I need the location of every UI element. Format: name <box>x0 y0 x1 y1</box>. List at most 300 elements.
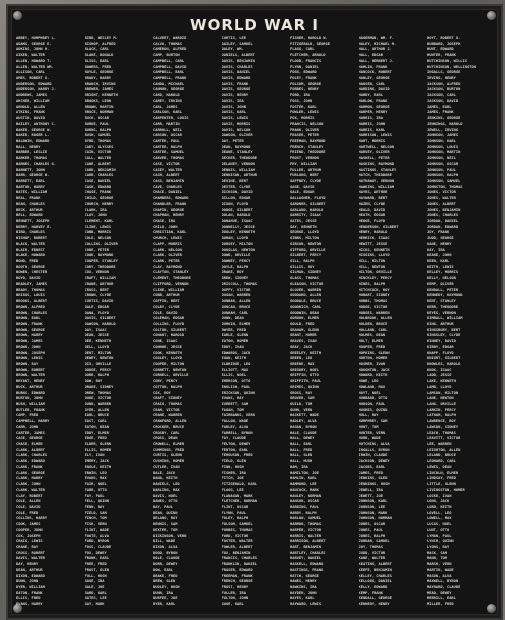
honoree-name: CARTER, JAMES <box>16 430 45 435</box>
honoree-name: JAMES, FRED <box>358 470 383 475</box>
honoree-name: FOSTER, KARL <box>290 104 317 109</box>
honoree-name: BECK, ARTHUR <box>16 207 43 212</box>
honoree-name: HEALD, DAVID <box>358 207 386 212</box>
honoree-name: HUNT, TOM <box>358 424 379 429</box>
honoree-name: GAY, MARK <box>84 602 105 607</box>
honoree-name: ADKINS, JOHN H. <box>16 47 50 52</box>
honoree-name: DAVIS, FRANK <box>221 81 249 86</box>
honoree-name: FALLON, WADE <box>221 419 249 424</box>
honoree-name: BROWN, FRANK <box>16 321 43 326</box>
honoree-name: DALE, EDGAR <box>84 304 109 309</box>
honoree-name: DURFEE, JOE <box>153 596 178 601</box>
honoree-name: ARCHER, WILLIAM <box>16 98 50 103</box>
honoree-name: HODGES, WARREN <box>358 310 390 315</box>
honoree-name: FOWLER, ALBERT <box>221 544 253 549</box>
honoree-name: CLAY, JOHN <box>84 213 107 218</box>
honoree-name: FRENCH, GEORGE <box>221 579 253 584</box>
honoree-name: CHASE, ELMER <box>16 442 43 447</box>
honoree-name: EDDY, ELMER <box>84 430 109 435</box>
honoree-name: KENNEDY, HENRY <box>358 602 390 607</box>
honoree-name: KELLOGG, DANIEL <box>358 579 392 584</box>
honoree-name: KEMP, FRANK <box>358 590 383 595</box>
honoree-name: BROWN, EARL <box>16 316 41 321</box>
honoree-name: FREEMAN, RAYMOND <box>290 138 326 143</box>
honoree-name: COLE, ALLEN <box>16 499 41 504</box>
honoree-name: BARTON, HARRY <box>16 184 45 189</box>
honoree-name: HARLOW, SAMUEL <box>290 516 322 521</box>
honoree-name: KINNEY, DAVID <box>427 339 456 344</box>
honoree-name: FRASER, PETER <box>290 133 319 138</box>
honoree-name: DANA, FLOYD <box>84 310 109 315</box>
honoree-name: FOLEY, RALPH <box>221 516 249 521</box>
honoree-name: DAVIS, LEWIS <box>221 116 249 121</box>
honoree-name: JONES, WALTER <box>427 196 456 201</box>
name-column <box>222 36 288 608</box>
honoree-name: KELLEY, CHARLES <box>358 573 392 578</box>
honoree-name: HAYES, ARTHUR <box>358 190 388 195</box>
honoree-name: CARTER, RALPH <box>153 144 182 149</box>
honoree-name: DENT, MILTON <box>84 350 112 355</box>
honoree-name: CHAMBERS, EDWARD <box>153 196 189 201</box>
honoree-name: DUNN, IRA <box>153 590 173 595</box>
honoree-name: HAZEN, CLYDE <box>358 201 386 206</box>
honoree-name: GATES, JESSE <box>290 219 317 223</box>
honoree-name: BAKER, GEORGE W. <box>16 127 52 132</box>
honoree-name: LADD, JESSE <box>427 373 452 378</box>
honoree-name: CANDA, MICHAEL <box>153 81 185 86</box>
honoree-name: CONE, PETER <box>84 247 109 252</box>
honoree-name: BARRETT, EARL <box>16 178 45 183</box>
honoree-name: DAWES, OTTO <box>153 499 178 504</box>
honoree-name: DAY, PAUL <box>153 504 173 509</box>
honoree-name: FOSS, CLAUDE <box>84 544 112 549</box>
honoree-name: CLARK, CHARLES <box>16 453 48 458</box>
honoree-name: DAVIS, DANIEL <box>221 70 251 75</box>
honoree-name: COX, ROY <box>153 390 171 395</box>
honoree-name: HATCH, GEORGE <box>290 573 319 578</box>
honoree-name: JOHNSON, SAMUEL <box>427 178 461 183</box>
honoree-name: CONNOR, JESSE <box>153 344 182 349</box>
honoree-name: GILMAN, SIDNEY <box>290 270 322 275</box>
honoree-name: LOWELL, MAX <box>427 516 452 521</box>
honoree-name: JOHNSON, LEE <box>358 504 386 509</box>
honoree-name: GRIFFITH, PAUL <box>290 379 322 384</box>
honoree-name: CORNELL, ORVILLE <box>153 373 189 378</box>
honoree-name: HALL, EDGAR <box>358 53 383 58</box>
honoree-name: FOLEY, FRANK <box>290 76 317 81</box>
honoree-name: DAY, ISAAC <box>84 327 107 332</box>
honoree-name: CLARK, PETER <box>153 259 180 264</box>
honoree-name: HOSMER, IVAN <box>358 361 386 366</box>
honoree-name: ALLISON, CARL <box>16 70 45 75</box>
honoree-name: BRUCE, NORMAN <box>84 110 114 115</box>
honoree-name: COLLINS, HARRY <box>16 516 48 521</box>
honoree-name: KENT, STANLEY <box>427 299 456 304</box>
honoree-name: CANNON, GEORGE <box>153 87 185 92</box>
honoree-name: FARLEY, ALVA <box>221 424 249 429</box>
honoree-name: LEONARD, CARL <box>427 459 456 464</box>
honoree-name: GILBERT, PERCY <box>290 253 322 258</box>
honoree-name: EMERSON, OTTO <box>221 379 251 384</box>
honoree-name: DAVIS, IRA <box>221 98 244 103</box>
honoree-name: BROWN, MARTIN <box>84 104 114 109</box>
honoree-name: CLIFFORD, VERNON <box>153 281 189 286</box>
honoree-name: COOPER, STANLEY <box>84 259 118 264</box>
honoree-name: MACK, SAM <box>427 550 447 555</box>
honoree-name: ELDER, GLENN <box>84 442 112 447</box>
honoree-name: LEWIS, DEAN <box>427 464 452 469</box>
honoree-name: HARMON, THOMAS <box>290 522 322 527</box>
honoree-name: EARLE, GLENN <box>221 333 249 338</box>
honoree-name: DAWSON, HAROLD <box>84 321 116 326</box>
honoree-name: HOLMES, DEAN <box>358 333 386 338</box>
honoree-name: INGALLS, GEORGE <box>427 70 461 75</box>
honoree-name: DEAN, RAYMOND <box>221 144 251 149</box>
honoree-name: FINCH, TOM <box>84 516 107 521</box>
honoree-name: JOHNSON, MARK <box>358 510 388 515</box>
honoree-name: EDDY, IVAN <box>221 344 244 349</box>
honoree-name: HALE, CLAUDE <box>290 430 317 435</box>
honoree-name: DEXTER, TOM <box>153 527 178 532</box>
honoree-name: DUDLEY, HUGH <box>153 585 180 589</box>
honoree-name: BROWN, RAY <box>16 361 39 366</box>
honoree-name: BUSH, WILLIAM <box>16 402 45 406</box>
honoree-name: DENNISON, ARTHUR <box>221 173 258 178</box>
honoree-name: CHANDLER, FRANK <box>153 201 187 206</box>
honoree-name: DAVIS, NELSON <box>221 127 251 132</box>
honoree-name: FAGAN, TOM <box>221 407 244 412</box>
honoree-name: DOYLE, RALPH <box>221 264 249 269</box>
honoree-name: EDGE, FRED <box>84 436 107 441</box>
honoree-name: HARVEY, OLIVER <box>358 150 390 155</box>
honoree-name: HARDING, DAVID <box>358 87 390 92</box>
honoree-name: HOLBROOK, ALLEN <box>358 316 392 321</box>
honoree-name: FISHER, IRA <box>221 470 246 475</box>
honoree-name: BALL, HENRY <box>16 144 41 149</box>
honoree-name: CASH, ALBERT <box>153 173 180 178</box>
honoree-name: DIX, ORVILLE <box>84 361 112 366</box>
honoree-name: CARROLL, NEIL <box>153 127 182 132</box>
honoree-name: HARDING, PAUL <box>290 504 319 509</box>
honoree-name: JOHNSON, RALPH <box>427 173 459 178</box>
honoree-name: DUNBAR, ALLEN <box>221 299 251 304</box>
honoree-name: KELLY, EDWARD <box>358 585 388 589</box>
honoree-name: EVANS, HARRY <box>16 602 43 607</box>
honoree-name: BLISS, EARL <box>84 58 109 63</box>
honoree-name: DORAN, LLOYD <box>221 236 249 241</box>
honoree-name: FROST, GLEN <box>84 567 109 572</box>
honoree-name: BRADY, HARRY <box>84 76 112 81</box>
honoree-name: JONES, OSCAR <box>358 522 386 527</box>
honoree-name: CASE, VICTOR <box>153 161 180 166</box>
honoree-name: LINCOLN, ELMER <box>427 470 459 475</box>
honoree-name: JENKINS, GLEN <box>358 476 388 481</box>
honoree-name: DURKIN, ELMER <box>221 321 251 326</box>
honoree-name: ANDERSON, HARRY J. <box>16 87 56 92</box>
honoree-name: DOLE, CLAUDE <box>153 556 180 561</box>
honoree-name: DILLON, EDGAR <box>221 196 251 201</box>
honoree-name: JACKSON, DAVID <box>427 98 459 103</box>
honoree-name: DREW, SIDNEY <box>221 276 249 281</box>
honoree-name: FROST, HENRY <box>221 585 249 589</box>
honoree-name: KEITH, LEWIS <box>427 264 454 269</box>
honoree-name: CORBETT, NEWTON <box>153 367 187 372</box>
honoree-name: BROOKS, ALBERT <box>16 299 48 304</box>
honoree-name: KAY, IRA <box>427 247 445 252</box>
honoree-name: CARR, MARTIN <box>153 121 180 126</box>
honoree-name: BROOKS, LEON <box>84 98 112 103</box>
honoree-name: HERRICK, ISAAC <box>358 236 390 241</box>
honoree-name: CALVERT, WARDIE <box>153 36 187 40</box>
honoree-name: FRIEND, THEODORE <box>290 150 326 155</box>
honoree-name: DANIELS, LEO <box>153 482 180 487</box>
name-column <box>16 36 82 608</box>
honoree-name: HADLEY, ALVA <box>290 419 317 424</box>
honoree-name: LUNT, OTTO <box>427 527 450 532</box>
honoree-name: FLETCHER, ARNOLD <box>290 53 326 58</box>
honoree-name: DYER, KARL <box>153 602 176 607</box>
honoree-name: KNAPP, FLOYD <box>427 350 454 355</box>
honoree-name: BAILEY, ANTHONY C. <box>16 121 56 126</box>
honoree-name: KELLY, NELSON <box>427 276 456 281</box>
honoree-name: ATKINS, FRANK <box>16 110 45 115</box>
honoree-name: CAMPBELL, CARL <box>153 58 185 63</box>
honoree-name: FULTON, JOHN <box>221 596 249 601</box>
honoree-name: JOHNSON, LOUIS <box>427 144 459 149</box>
honoree-name: BLAIR, ERNEST <box>16 247 45 252</box>
honoree-name: GOODALE, BRUCE <box>290 299 322 304</box>
honoree-name: GARRITY, ISAAC <box>290 213 322 218</box>
honoree-name: LAWRENCE, ROY <box>427 419 456 424</box>
honoree-name: BUSH, SAMUEL <box>84 133 112 138</box>
honoree-name: FLYNN, PAUL <box>221 510 246 515</box>
honoree-name: HARPER, VICTOR <box>290 527 322 532</box>
honoree-name: BRADY, THOMAS <box>16 287 45 292</box>
honoree-name: FOLSOM, SAMUEL <box>221 522 253 527</box>
honoree-name: FOX, MORRIS <box>290 116 315 121</box>
honoree-name: COBB, MORRIS <box>84 230 112 235</box>
honoree-name: GILL, RALPH <box>290 259 315 264</box>
honoree-name: FINN, HUGH <box>221 464 244 469</box>
honoree-name: DANA, KEITH <box>153 476 178 481</box>
honoree-name: ERWIN, LEO <box>84 470 107 475</box>
honoree-name: HILTON, ORVILLE <box>358 270 392 275</box>
honoree-name: DAVIS, WALTER <box>16 556 45 561</box>
honoree-name: JACKSON, BURTON <box>427 87 461 92</box>
honoree-name: CHILD, JOHN <box>153 224 178 229</box>
honoree-name: FOLSOM, GEORGE <box>290 81 322 86</box>
honoree-name: HENDERSON, GILBERT <box>358 224 399 229</box>
honoree-name: BROWN, LEWIS <box>16 356 43 361</box>
honoree-name: DORR, RALPH <box>84 373 109 378</box>
honoree-name: CARSON, OSCAR <box>153 133 182 138</box>
honoree-name: FREE, FRED <box>84 562 107 567</box>
honoree-name: BRYANT, HENRY <box>16 379 45 384</box>
honoree-name: JUDD, GEORGE <box>427 236 454 241</box>
honoree-name: JORDAN, SAMUEL <box>358 539 390 544</box>
honoree-name: CROSS, BERT <box>84 287 109 292</box>
honoree-name: HANSON, OSCAR <box>290 499 319 504</box>
honoree-name: DAY, HENRY <box>16 562 39 567</box>
honoree-name: KENDALL, GEORGE <box>358 596 392 601</box>
honoree-name: FURLONG, BERT <box>290 173 319 178</box>
honoree-name: FRY, WILLIAM <box>290 161 317 166</box>
honoree-name: KEEN, KARL <box>427 259 450 264</box>
honoree-name: EATON, DEAN <box>84 424 109 429</box>
honoree-name: JEWELL, IRVING <box>427 127 459 132</box>
honoree-name: HARDY, EARL <box>358 93 383 98</box>
honoree-name: HINCKLEY, PERCY <box>358 276 392 281</box>
honoree-name: GLASS, THOMAS <box>290 276 319 281</box>
honoree-name: JOHNSON, MARTIN <box>427 150 461 155</box>
honoree-name: GLEASON, VICTOR <box>290 281 324 286</box>
honoree-name: DEVINE, BERT <box>221 178 249 183</box>
honoree-name: GAY, KENNETH <box>290 224 317 229</box>
honoree-name: BREWER, JAMES <box>84 87 114 92</box>
honoree-name: AMES, ROBERT G. <box>16 76 50 81</box>
honoree-name: HARRIS, WALTER <box>290 533 322 538</box>
honoree-name: DREW, THOMAS <box>84 390 112 395</box>
honoree-name: COLE, DAVID <box>153 310 178 315</box>
honoree-name: HODGE, VICTOR <box>358 304 388 309</box>
honoree-name: CARD, HAROLD <box>153 93 180 98</box>
honoree-name: HASKELL, EDWARD <box>290 562 324 567</box>
honoree-name: HUNTER, VERN <box>358 430 386 435</box>
honoree-name: DOWNEY, PERCY <box>221 259 251 264</box>
honoree-name: DAVIS, MORRIS <box>221 121 251 126</box>
honoree-name: HAMILTON, JOE <box>290 470 319 475</box>
honoree-name: BEAN, CHARLES <box>16 201 45 206</box>
plaque-title: WORLD WAR I <box>190 16 319 34</box>
honoree-name: FLINT, OSCAR <box>221 504 249 509</box>
honoree-name: GARD, KARL <box>84 590 107 595</box>
honoree-name: CRAM, VICTOR <box>153 407 180 412</box>
honoree-name: DODGE, PERCY <box>84 367 112 372</box>
honoree-name: HENRY, HAROLD <box>358 230 388 235</box>
honoree-name: JEWELL, IRA <box>358 487 383 492</box>
honoree-name: HORTON, HOMER <box>358 356 388 361</box>
honoree-name: BEAL, FRANK <box>16 196 41 201</box>
honoree-name: HARRIS, KARL <box>358 127 386 132</box>
honoree-name: LYMAN, PAUL <box>427 533 452 538</box>
honoree-name: GIBBS, MILTON <box>290 236 319 241</box>
honoree-name: FLANAGAN, MARK <box>221 493 253 498</box>
honoree-name: ENGLISH, PAUL <box>221 384 251 389</box>
honoree-name: BIRD, CHARLES <box>16 230 45 235</box>
honoree-name: FLETCHER, NORMAN <box>221 499 258 504</box>
honoree-name: JOHNSON, KARL <box>427 138 456 143</box>
honoree-name: COLLINS, OLIVER <box>84 241 118 246</box>
honoree-name: HUDSON, PAUL <box>358 402 386 406</box>
honoree-name: JAMES, FRANK <box>427 110 454 115</box>
honoree-name: COOLEY, LLOYD <box>153 356 182 361</box>
honoree-name: DAVIS, CHARLES <box>221 64 253 69</box>
honoree-name: DEE, KENNETH <box>84 339 112 344</box>
honoree-name: BAKER, ROGER L. <box>16 133 50 138</box>
honoree-name: LOCKE, IVAN <box>427 493 452 498</box>
honoree-name: JAMES, EARL <box>427 104 452 109</box>
honoree-name: HOPKINS, GLENN <box>358 350 390 355</box>
honoree-name: LANG, ORVILLE <box>427 402 456 406</box>
honoree-name: JORDAN, EDWARD <box>427 224 459 229</box>
honoree-name: FOGG, EDWARD <box>290 70 317 75</box>
honoree-name: CARR, CHARLES <box>84 173 114 178</box>
honoree-name: KIRBY, EDGAR <box>427 344 454 349</box>
honoree-name: DOOLEY, KENNETH <box>221 230 255 235</box>
honoree-name: CHAPMAN, HENRY <box>153 213 185 218</box>
honoree-name: DAVIS, JOHN <box>221 104 246 109</box>
honoree-name: CRAFT, SIDNEY <box>153 396 182 401</box>
honoree-name: FULLER, ARTHUR <box>290 167 322 172</box>
honoree-name: GALE, JOE <box>84 585 105 589</box>
honoree-name: JONES, ALBERT <box>427 201 456 206</box>
honoree-name: DIXON, FLOYD <box>221 201 249 206</box>
honoree-name: CONE, ISAAC <box>153 339 178 344</box>
honoree-name: JONES, BENJAMIN <box>427 207 461 212</box>
honoree-name: HOYT, ROBERT G. <box>427 36 461 40</box>
honoree-name: JACKSON, DEWEY <box>358 459 390 464</box>
honoree-name: CARVER, THOMAS <box>153 156 185 161</box>
honoree-name: DREW, GLEN <box>153 579 176 584</box>
honoree-name: BLACK, CARL <box>84 47 109 52</box>
honoree-name: JONES, CHARLES <box>427 213 459 218</box>
honoree-name: DRAKE, FRED <box>153 573 178 578</box>
honoree-name: CROWELL, ELMER <box>153 442 185 447</box>
honoree-name: DODD, BYRON <box>153 550 178 555</box>
honoree-name: HOOPER, FRED <box>358 344 386 349</box>
honoree-name: KEATING, ALBERT <box>358 562 392 567</box>
honoree-name: KEYES, VERNON <box>427 310 456 315</box>
honoree-name: FELTON, DEWEY <box>221 442 251 447</box>
honoree-name: CHAPIN, GEORGE <box>153 207 185 212</box>
honoree-name: FULL, HUGH <box>84 573 107 578</box>
honoree-name: DUNHAM, CARL <box>221 310 249 315</box>
memorial-plaque <box>6 4 503 620</box>
honoree-name: FRANK, EARL <box>84 556 109 561</box>
honoree-name: FORD, BYRON <box>84 539 109 544</box>
honoree-name: GREELEY, KEITH <box>290 350 322 355</box>
honoree-name: CLAY, RAYMOND <box>153 264 182 269</box>
honoree-name: KIMBALL, WILLIAM <box>427 316 463 321</box>
honoree-name: BISHOP, ROBERT <box>16 236 48 241</box>
honoree-name: DAVIS, HENRY <box>221 93 249 98</box>
honoree-name: KINGSLEY, CLYDE <box>427 333 461 338</box>
honoree-name: JOY, FRANK <box>427 230 450 235</box>
honoree-name: BALDWIN, EDWARD <box>16 138 50 143</box>
honoree-name: GOODRICH, CARL <box>290 304 322 309</box>
honoree-name: HARTWELL, NELSON <box>358 144 395 149</box>
honoree-name: DRAKE, SIDNEY <box>84 384 114 389</box>
honoree-name: LYNCH, QUINN <box>427 539 454 544</box>
honoree-name: DIXON, EDWARD <box>16 573 45 578</box>
honoree-name: IRVING, HENRY <box>427 76 456 81</box>
honoree-name: HAMMOND, LEE <box>290 482 317 487</box>
honoree-name: HACKETT, WADE <box>290 413 319 418</box>
honoree-name: CRAFT, WILLIAM <box>84 276 116 281</box>
honoree-name: HICKS, KENNETH <box>358 247 390 252</box>
honoree-name: LEIGHTON, ALLEN <box>427 447 461 452</box>
honoree-name: IRWIN, CLAUDE <box>358 453 388 458</box>
honoree-name: BROWN, JOSEPH <box>16 350 45 355</box>
honoree-name: HARRIS, IRA <box>358 116 383 121</box>
honoree-name: CLARK, GEORGE <box>16 470 45 475</box>
honoree-name: CARTER, SAMUEL <box>153 150 185 155</box>
honoree-name: HEWITT, JESSE <box>358 241 388 246</box>
honoree-name: HOYT, NOEL <box>358 390 381 395</box>
honoree-name: FAY, PAUL <box>84 493 105 498</box>
honoree-name: EDWARDS, JACK <box>221 350 251 355</box>
honoree-name: HANSEN, CARL <box>358 81 386 86</box>
